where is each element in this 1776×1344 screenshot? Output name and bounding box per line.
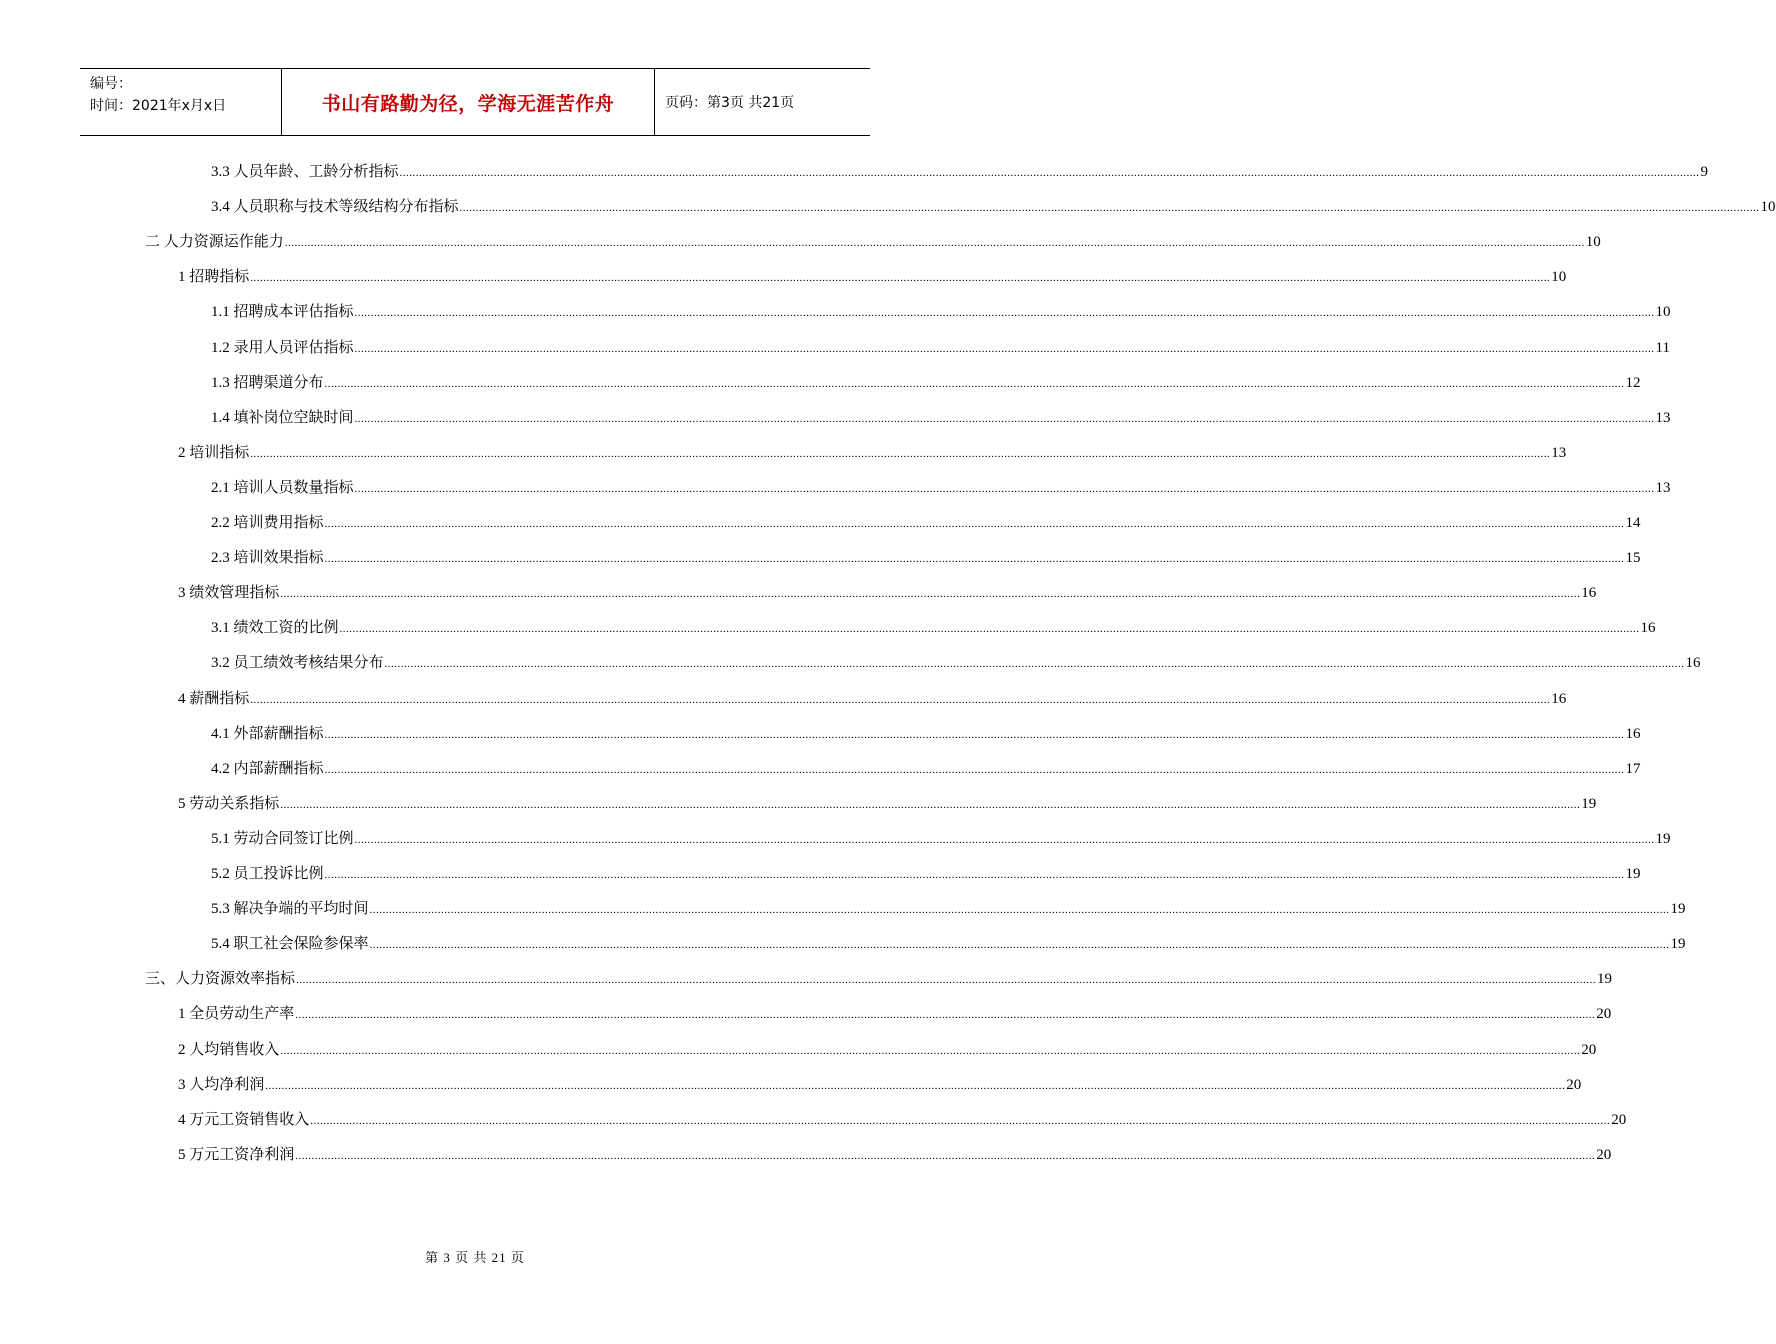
toc-entry-page: 19 (1581, 795, 1597, 812)
toc-entry[interactable] (211, 406, 1671, 428)
document-number-label: 编号： (90, 76, 132, 92)
toc-entry-page: 16 (1685, 655, 1701, 672)
toc-entry-page: 10 (1655, 304, 1671, 321)
toc-leader-dots: ................................................................................................................................................................................................................................................................................................................................................................................................................ (369, 904, 1670, 917)
toc-entry-title: 1.4 填补岗位空缺时间 (211, 409, 354, 426)
toc-entry-page: 11 (1655, 339, 1670, 356)
toc-entry[interactable] (211, 862, 1641, 884)
toc-leader-dots: ................................................................................................................................................................................................................................................................................................................................................................................................................ (354, 342, 1655, 355)
toc-leader-dots: ................................................................................................................................................................................................................................................................................................................................................................................................................ (399, 167, 1700, 179)
toc-entry-title: 5.2 员工投诉比例 (211, 866, 324, 882)
toc-leader-dots: ................................................................................................................................................................................................................................................................................................................................................................................................................ (324, 518, 1625, 530)
toc-entry-page: 10 (1760, 199, 1776, 216)
toc-entry[interactable] (211, 160, 1709, 182)
toc-leader-dots: ................................................................................................................................................................................................................................................................................................................................................................................................................ (280, 798, 1581, 811)
toc-entry-page: 20 (1611, 1111, 1627, 1128)
toc-entry[interactable] (211, 371, 1641, 393)
toc-entry[interactable] (211, 722, 1641, 744)
toc-leader-dots: ................................................................................................................................................................................................................................................................................................................................................................................................................ (295, 1009, 1596, 1022)
toc-entry-title: 3 绩效管理指标 (178, 585, 280, 602)
toc-entry-title: 5.3 解决争端的平均时间 (211, 901, 369, 918)
toc-leader-dots: ................................................................................................................................................................................................................................................................................................................................................................................................................ (295, 1149, 1596, 1162)
header-motto: 书山有路勤为径，学海无涯苦作舟 (282, 69, 655, 135)
header-page-info: 页码：第3页 共21页 (665, 95, 795, 111)
toc-entry-title: 3 人均净利润 (178, 1076, 265, 1093)
toc-entry[interactable] (178, 265, 1567, 287)
toc-entry[interactable] (178, 1038, 1597, 1060)
toc-entry-page: 20 (1581, 1041, 1597, 1058)
toc-entry[interactable] (145, 230, 1601, 252)
toc-entry[interactable] (211, 546, 1641, 568)
toc-entry[interactable] (178, 687, 1567, 709)
toc-leader-dots: ................................................................................................................................................................................................................................................................................................................................................................................................................ (324, 763, 1625, 776)
toc-leader-dots: ................................................................................................................................................................................................................................................................................................................................................................................................................ (324, 553, 1625, 566)
toc-leader-dots: ................................................................................................................................................................................................................................................................................................................................................................................................................ (280, 588, 1581, 601)
toc-entry-page: 13 (1551, 444, 1567, 461)
toc-entry-page: 12 (1625, 374, 1641, 391)
toc-entry[interactable] (211, 511, 1641, 533)
page-footer: 第 3 页 共 21 页 (425, 1250, 525, 1265)
toc-leader-dots: ................................................................................................................................................................................................................................................................................................................................................................................................................ (369, 939, 1670, 952)
toc-entry-title: 5 劳动关系指标 (178, 795, 280, 812)
toc-entry-page: 10 (1551, 269, 1567, 286)
toc-entry[interactable] (211, 932, 1686, 954)
toc-entry-title: 三、人力资源效率指标 (145, 971, 296, 988)
toc-leader-dots: ................................................................................................................................................................................................................................................................................................................................................................................................................ (354, 307, 1655, 320)
toc-entry-title: 3.3 人员年龄、工龄分析指标 (211, 164, 399, 180)
page-header (80, 68, 870, 136)
toc-entry-title: 3.4 人员职称与技术等级结构分布指标 (211, 199, 459, 216)
toc-leader-dots: ................................................................................................................................................................................................................................................................................................................................................................................................................ (459, 202, 1760, 215)
toc-entry-title: 1.1 招聘成本评估指标 (211, 304, 354, 321)
toc-leader-dots: ................................................................................................................................................................................................................................................................................................................................................................................................................ (384, 658, 1685, 671)
toc-entry[interactable] (178, 441, 1567, 463)
toc-entry[interactable] (211, 476, 1671, 498)
toc-entry-title: 1.3 招聘渠道分布 (211, 374, 324, 391)
toc-entry-page: 13 (1655, 479, 1671, 496)
toc-entry[interactable] (178, 1143, 1612, 1165)
toc-entry-page: 19 (1625, 866, 1641, 882)
toc-entry[interactable] (211, 651, 1701, 673)
toc-leader-dots: ................................................................................................................................................................................................................................................................................................................................................................................................................ (250, 693, 1551, 706)
toc-entry[interactable] (211, 300, 1671, 322)
toc-entry-title: 4 薪酬指标 (178, 690, 250, 707)
toc-entry-title: 1.2 录用人员评估指标 (211, 339, 354, 356)
toc-leader-dots: ................................................................................................................................................................................................................................................................................................................................................................................................................ (354, 833, 1655, 846)
toc-leader-dots: ................................................................................................................................................................................................................................................................................................................................................................................................................ (296, 974, 1597, 987)
toc-leader-dots: ................................................................................................................................................................................................................................................................................................................................................................................................................ (280, 1044, 1581, 1057)
toc-entry-page: 20 (1596, 1146, 1612, 1163)
toc-entry-page: 9 (1700, 164, 1709, 180)
toc-leader-dots: ................................................................................................................................................................................................................................................................................................................................................................................................................ (324, 377, 1625, 390)
toc-leader-dots: ................................................................................................................................................................................................................................................................................................................................................................................................................ (265, 1079, 1566, 1092)
toc-leader-dots: ................................................................................................................................................................................................................................................................................................................................................................................................................ (354, 482, 1655, 495)
toc-entry[interactable] (145, 967, 1613, 989)
toc-entry-page: 19 (1670, 901, 1686, 918)
header-meta (80, 69, 282, 135)
toc-entry-title: 2 培训指标 (178, 444, 250, 461)
toc-entry[interactable] (211, 897, 1686, 919)
toc-entry-page: 15 (1625, 550, 1641, 567)
toc-entry-page: 20 (1596, 1006, 1612, 1023)
toc-entry-title: 3.1 绩效工资的比例 (211, 620, 339, 637)
toc-entry[interactable] (211, 757, 1641, 779)
toc-entry-title: 5.4 职工社会保险参保率 (211, 936, 369, 953)
toc-entry-title: 2.1 培训人员数量指标 (211, 479, 354, 496)
toc-entry[interactable] (211, 827, 1671, 849)
toc-entry-title: 二 人力资源运作能力 (145, 234, 284, 251)
toc-entry-title: 4.1 外部薪酬指标 (211, 725, 324, 742)
toc-leader-dots: ................................................................................................................................................................................................................................................................................................................................................................................................................ (324, 728, 1625, 741)
toc-entry[interactable] (178, 581, 1597, 603)
toc-leader-dots: ................................................................................................................................................................................................................................................................................................................................................................................................................ (310, 1114, 1611, 1127)
toc-entry[interactable] (211, 616, 1656, 638)
toc-entry-title: 4.2 内部薪酬指标 (211, 760, 324, 777)
document-time-label: 时间：2021年x月x日 (90, 98, 227, 114)
toc-entry-page: 14 (1625, 515, 1641, 531)
toc-leader-dots: ................................................................................................................................................................................................................................................................................................................................................................................................................ (250, 447, 1551, 460)
toc-entry-page: 16 (1640, 620, 1656, 637)
toc-entry-page: 19 (1597, 971, 1613, 988)
toc-entry-page: 16 (1551, 690, 1567, 707)
toc-leader-dots: ................................................................................................................................................................................................................................................................................................................................................................................................................ (284, 237, 1585, 250)
toc-entry-page: 16 (1625, 725, 1641, 742)
toc-entry-page: 13 (1655, 409, 1671, 426)
toc-entry-title: 2.2 培训费用指标 (211, 515, 324, 531)
toc-entry-page: 16 (1581, 585, 1597, 602)
toc-entry-page: 20 (1566, 1076, 1582, 1093)
toc-entry-page: 19 (1655, 830, 1671, 847)
toc-entry-page: 19 (1670, 936, 1686, 953)
toc-entry[interactable] (178, 1108, 1627, 1130)
toc-entry[interactable] (178, 1002, 1612, 1024)
toc-entry[interactable] (178, 1073, 1582, 1095)
toc-entry-title: 5 万元工资净利润 (178, 1146, 295, 1163)
toc-entry-title: 1 招聘指标 (178, 269, 250, 286)
toc-leader-dots: ................................................................................................................................................................................................................................................................................................................................................................................................................ (324, 869, 1625, 881)
toc-entry-title: 1 全员劳动生产率 (178, 1006, 295, 1023)
toc-entry[interactable] (178, 792, 1597, 814)
toc-entry-title: 2 人均销售收入 (178, 1041, 280, 1058)
toc-entry-title: 2.3 培训效果指标 (211, 550, 324, 567)
toc-entry-page: 17 (1625, 760, 1641, 777)
toc-entry-title: 4 万元工资销售收入 (178, 1111, 310, 1128)
toc-leader-dots: ................................................................................................................................................................................................................................................................................................................................................................................................................ (339, 623, 1640, 636)
toc-entry-title: 5.1 劳动合同签订比例 (211, 830, 354, 847)
toc-entry[interactable] (211, 195, 1776, 217)
toc-entry-page: 10 (1585, 234, 1601, 251)
toc-entry[interactable] (211, 336, 1670, 358)
toc-leader-dots: ................................................................................................................................................................................................................................................................................................................................................................................................................ (354, 412, 1655, 425)
toc-leader-dots: ................................................................................................................................................................................................................................................................................................................................................................................................................ (250, 272, 1551, 285)
toc-entry-title: 3.2 员工绩效考核结果分布 (211, 655, 384, 672)
